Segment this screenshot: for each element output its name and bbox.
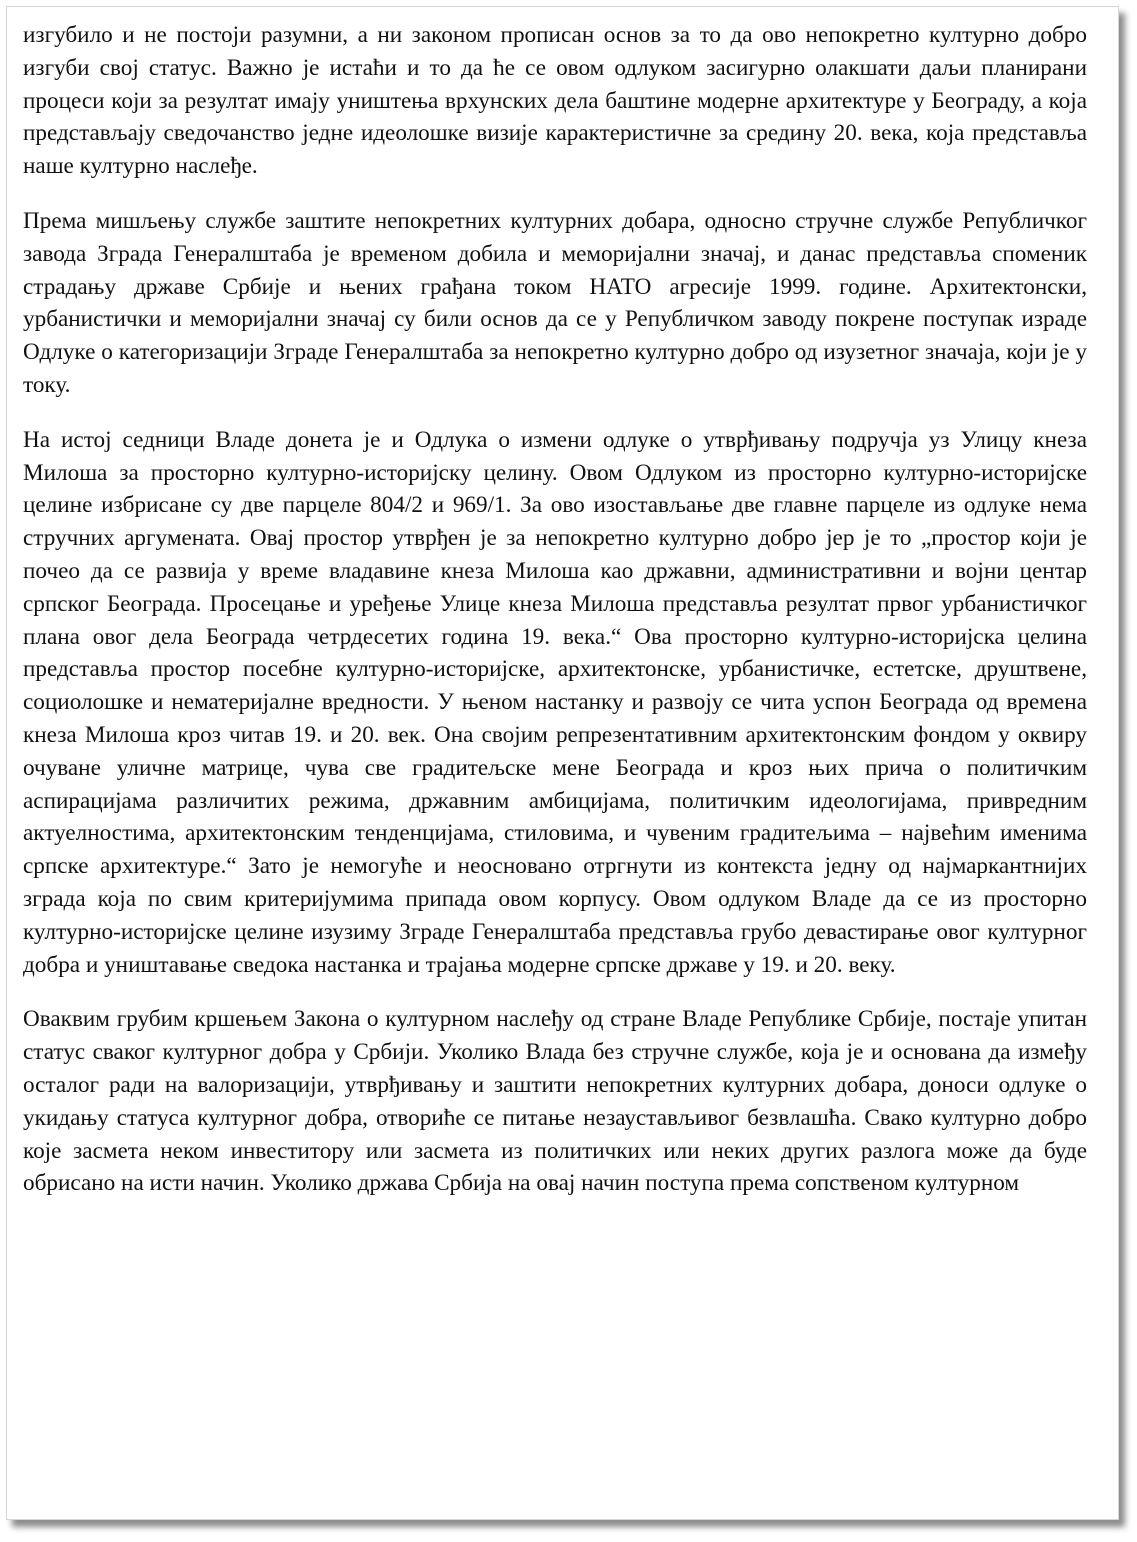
paragraph-4: Оваквим грубим кршењем Закона о културном наслеђу од стране Владе Републике Србије, постаје упитан статус сваког културног добра у Србији. Уколико Влада без стручне службе, која је и основана да између осталог ради на валоризацији, утврђивању и заштити непокретних културних добара, доноси одлуке о укидању статуса културног добра, отвориће се питање незаустављивог безвлашћа. Свако културно добро које засмета неком инвеститору или засмета из политичких или неких других разлога може да буде обрисано на исти начин. Уколико држава Србија на овај начин поступа према сопственом културном: [23, 1006, 1087, 1197]
document-page: [6, 6, 1119, 1520]
paragraph-2: Према мишљењу службе заштите непокретних културних добара, односно стручне службе Републичког завода Зграда Генералштаба је временом добила и меморијални значај, и данас представља споменик страдању државе Србије и њених грађана током НАТО агресије 1999. године. Архитектонски, урбанистички и меморијални значај су били основ да се у Републичком заводу покрене поступак израде Одлуке о категоризацији Зграде Генералштаба за непокретно културно добро од изузетног значаја, који је у току.: [23, 207, 1087, 398]
document-body: [23, 19, 1087, 1222]
paragraph-3: На истој седници Владе донета је и Одлука о измени одлуке о утврђивању подручја уз Улицу кнеза Милоша за просторно културно-историјску целину. Овом Одлуком из просторно културно-историјске целине избрисане су две парцеле 804/2 и 969/1. За ово изостављање две главне парцеле из одлуке нема стручних аргумената. Овај простор утврђен је за непокретно културно добро јер је то „простор који је почео да се развија у време владавине кнеза Милоша као државни, административни и војни центар српског Београда. Просецање и уређење Улице кнеза Милоша представља резултат првог урбанистичког плана овог дела Београда четрдесетих година 19. века.“ Ова просторно културно-историјска целина представља простор посебне културно-историјске, архитектонске, урбанистичке, естетске, друштвене, социолошке и нематеријалне вредности. У њеном настанку и развоју се чита успон Београда од времена кнеза Милоша кроз читав 19. и 20. век. Она својим репрезентативним архитектонским фондом у оквиру очуване уличне матрице, чува све градитељске мене Београда и кроз њих прича о политичким аспирацијама различитих режима, државним амбицијама, политичким идеологијама, привредним актуелностима, архитектонским тенденцијама, стиловима, и чувеним градитељима – највећим именима српске архитектуре.“ Зато је немогуће и неосновано отргнути из контекста једну од најмаркантнијих зграда која по свим критеријумима припада овом корпусу. Овом одлуком Владе да се из просторно културно-историјске целине изузиму Зграде Генералштаба представља грубо девастирање овог културног добра и уништавање сведока настанка и трајања модерне српске државе у 19. и 20. веку.: [23, 426, 1087, 978]
paragraph-1: изгубило и не постоји разумни, а ни законом прописан основ за то да ово непокретно културно добро изгуби свој статус. Важно је истаћи и то да ће се овом одлуком засигурно олакшати даљи планирани процеси који за резултат имају уништења врхунских дела баштине модерне архитектуре у Београду, а која представљају сведочанство једне идеолошке визије карактеристичне за средину 20. века, која представља наше културно наслеђе.: [23, 22, 1087, 180]
